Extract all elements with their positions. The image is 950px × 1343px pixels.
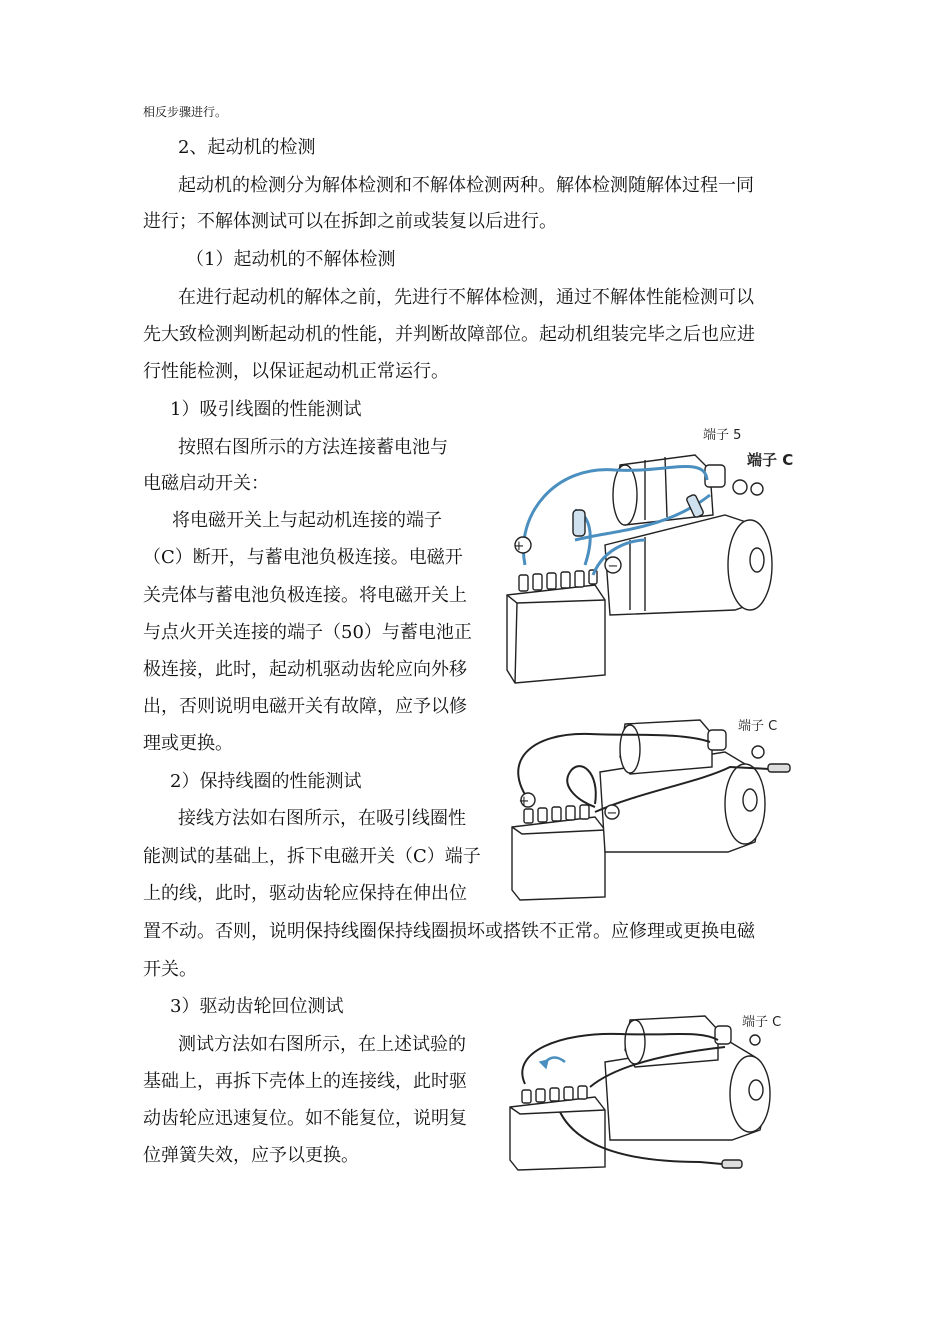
fig1-plus-label: +: [513, 539, 525, 554]
test-1-line-5: 关壳体与蓄电池负极连接。将电磁开关上: [143, 585, 467, 606]
test-2-line-4: 置不动。否则，说明保持线圈保持线圈损坏或搭铁不正常。应修理或更换电磁: [143, 921, 755, 942]
test-1-line-2: 电磁启动开关：: [143, 473, 269, 494]
fig2-minus-label: −: [606, 806, 618, 821]
test-1-line-9: 理或更换。: [143, 733, 233, 754]
figure-drive-gear-return-test: [500, 1012, 800, 1172]
starter-battery-diagram-1: [495, 425, 805, 695]
test-3-heading: 3）驱动齿轮回位测试: [170, 996, 344, 1017]
test-2-heading: 2）保持线圈的性能测试: [170, 771, 362, 792]
starter-battery-diagram-3: [500, 1012, 800, 1172]
test-1-heading: 1）吸引线圈的性能测试: [170, 399, 362, 420]
fig1-terminal-5-label: 端子 5: [703, 428, 742, 443]
test-2-line-3: 上的线，此时，驱动齿轮应保持在伸出位: [143, 883, 467, 904]
test-3-line-3: 动齿轮应迅速复位。如不能复位，说明复: [143, 1108, 467, 1129]
test-1-line-7: 极连接，此时，起动机驱动齿轮应向外移: [143, 659, 467, 680]
paragraph-intro-line-2: 进行；不解体测试可以在拆卸之前或装复以后进行。: [143, 211, 557, 232]
test-1-line-6: 与点火开关连接的端子（50）与蓄电池正: [143, 622, 472, 643]
starter-battery-diagram-2: [500, 712, 800, 902]
paragraph-intro-line-1: 起动机的检测分为解体检测和不解体检测两种。解体检测随解体过程一同: [178, 175, 754, 196]
paragraph-nd-line-1: 在进行起动机的解体之前，先进行不解体检测，通过不解体性能检测可以: [178, 287, 754, 308]
section-heading-starter-test: 2、起动机的检测: [178, 137, 316, 158]
fig2-plus-label: +: [518, 794, 530, 809]
previous-section-tail: 相反步骤进行。: [143, 105, 228, 119]
test-3-line-4: 位弹簧失效，应予以更换。: [143, 1145, 359, 1166]
subheading-non-disassembly: （1）起动机的不解体检测: [186, 249, 396, 270]
figure-hold-in-coil-test: [500, 712, 800, 902]
paragraph-nd-line-3: 行性能检测，以保证起动机正常运行。: [143, 361, 449, 382]
test-1-line-4: （C）断开，与蓄电池负极连接。电磁开: [143, 547, 463, 568]
fig2-terminal-c-label: 端子 C: [738, 719, 778, 734]
test-2-line-2: 能测试的基础上，拆下电磁开关（C）端子: [143, 846, 481, 867]
test-2-line-1: 接线方法如右图所示，在吸引线圈性: [178, 808, 466, 829]
fig3-terminal-c-label: 端子 C: [742, 1015, 782, 1030]
test-1-line-8: 出，否则说明电磁开关有故障，应予以修: [143, 696, 467, 717]
fig1-terminal-c-label: 端子 C: [747, 451, 794, 469]
figure-pull-in-coil-test: [495, 425, 805, 695]
paragraph-nd-line-2: 先大致检测判断起动机的性能，并判断故障部位。起动机组装完毕之后也应进: [143, 324, 755, 345]
test-2-line-5: 开关。: [143, 959, 197, 980]
test-3-line-2: 基础上，再拆下壳体上的连接线，此时驱: [143, 1071, 467, 1092]
fig1-minus-label: −: [607, 559, 619, 574]
test-1-line-3: 将电磁开关上与起动机连接的端子: [172, 510, 442, 531]
test-3-line-1: 测试方法如右图所示，在上述试验的: [178, 1034, 466, 1055]
test-1-line-1: 按照右图所示的方法连接蓄电池与: [178, 437, 448, 458]
